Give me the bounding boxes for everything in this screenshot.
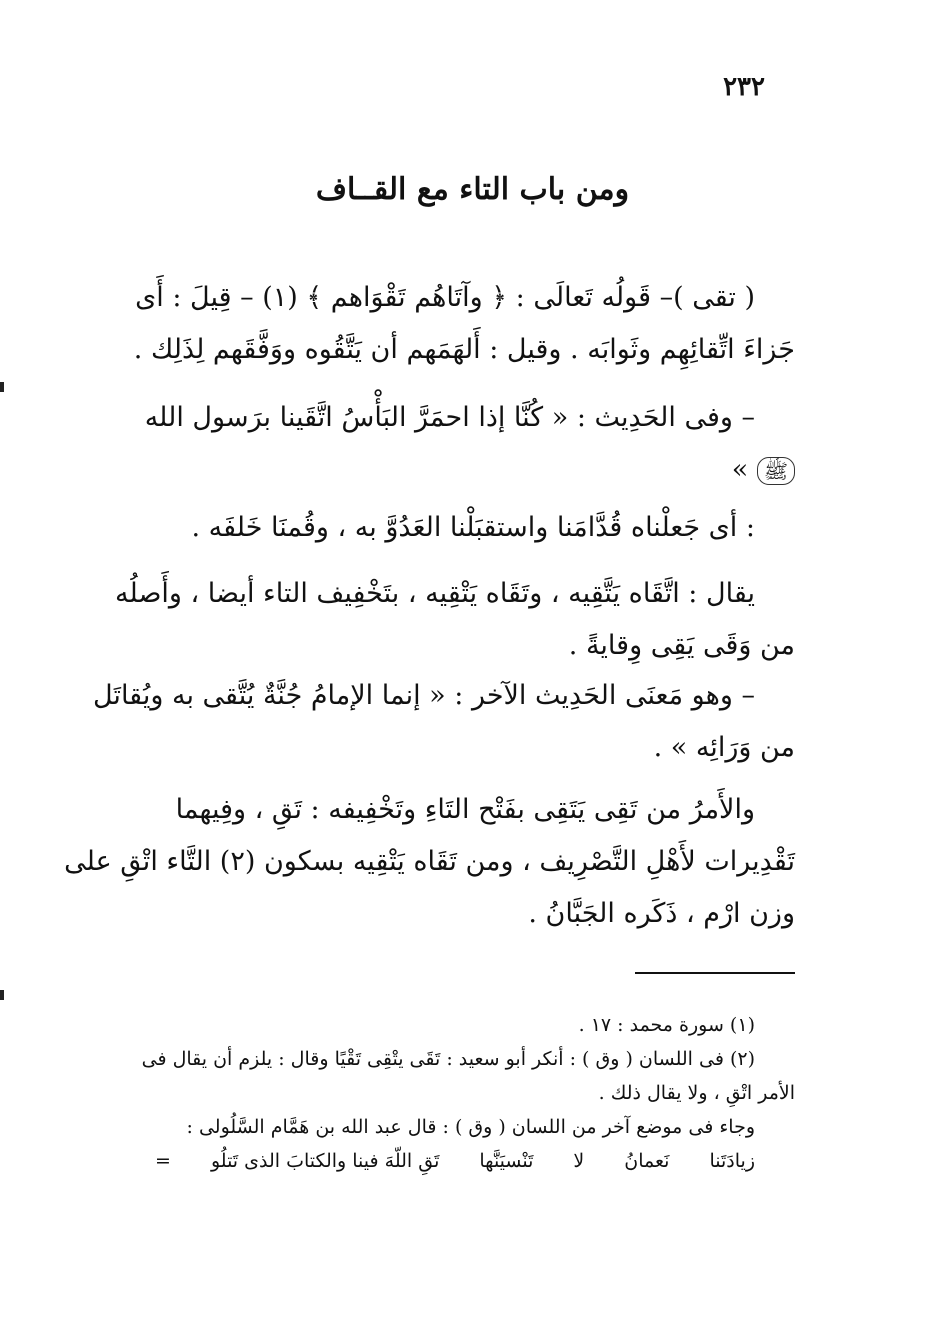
body-line: من وَقَى يَقِى وِقايةً . bbox=[568, 630, 795, 661]
paragraph-hadith-2 bbox=[92, 670, 795, 774]
body-line: جَزاءَ اتِّقائِهِم وثَوابَه . وقيل : أَلهَمَهم أن يَتَّقُوه ووَفَّقَهم لِذَلِك . bbox=[133, 334, 795, 365]
margin-mark bbox=[0, 382, 4, 392]
paragraph-explanation bbox=[130, 502, 795, 554]
body-line: تَقْدِيرات لأَهْلِ التَّصْرِيف ، ومن تَقَاه يَتْقِيه بسكون (٢) التَّاء اتْقِ على bbox=[64, 846, 795, 877]
quote-close: » bbox=[731, 454, 749, 485]
poetry-verse bbox=[155, 1144, 795, 1178]
paragraph-taqa bbox=[130, 272, 795, 376]
margin-mark bbox=[0, 990, 4, 1000]
body-line: وزن ارْم ، ذَكَره الجَبَّانُ . bbox=[528, 898, 795, 929]
verse-word: تَنْسيَنَّها bbox=[479, 1150, 534, 1172]
footnote-1: (١) سورة محمد : ١٧ . bbox=[578, 1014, 755, 1036]
body-line: : أى جَعلْناه قُدَّامَنا واستقبَلْنا العَدُوَّ به ، وقُمنَا خَلفَه . bbox=[191, 512, 755, 543]
footnote-2-citation: وجاء فى موضع آخر من اللسان ( وق ) : قال عبد الله بن هَمَّام السَّلُولى : bbox=[186, 1116, 755, 1138]
verse-word: لا bbox=[573, 1150, 585, 1172]
paragraph-imperative bbox=[64, 784, 795, 940]
footnotes bbox=[130, 1008, 795, 1178]
salla-ligature-icon: ﷺ bbox=[757, 457, 795, 485]
verse-hemistich: تَقِ اللّهَ فينا والكتابَ الذى تَتلُو bbox=[210, 1150, 440, 1172]
body-line bbox=[130, 444, 795, 496]
body-line: والأَمرُ من تَقِى يَتَقِى بفَتْح التَاءِ وتَخْفِيفه : تَقِ ، وفِيهما bbox=[175, 794, 755, 825]
body-line: – وفى الحَدِيث : « كُنَّا إذا احمَرَّ البَأْسُ اتَّقَينا برَسول الله bbox=[144, 402, 755, 433]
page-number: ٢٣٢ bbox=[723, 72, 765, 102]
verse-word: زيادَتَنا bbox=[709, 1150, 755, 1172]
footnote-divider bbox=[635, 972, 795, 974]
paragraph-usage bbox=[115, 568, 795, 672]
body-line: – وهو مَعنَى الحَدِيث الآخر : « إنما الإمامُ جُنَّةٌ يُتَّقى به ويُقاتَل bbox=[92, 680, 755, 711]
footnote-2-continued: الأمر اتْقِ ، ولا يقال ذلك . bbox=[598, 1082, 795, 1104]
body-line: من وَرَائِه » . bbox=[653, 732, 795, 763]
body-line: يقال : اتَّقَاه يَتَّقِيه ، وتَقَاه يَتْقِيه ، بتَخْفِيف التاء أيضا ، وأَصلُه bbox=[115, 578, 755, 609]
chapter-title: ومن باب التاء مع القــاف bbox=[315, 172, 630, 207]
paragraph-hadith-1 bbox=[130, 392, 795, 496]
verse-word: نَعمانُ bbox=[624, 1150, 670, 1172]
body-line: ( تقى )– قَولُه تَعالَى : ﴿ وآتَاهُم تَقْوَاهم ﴾ (١) – قِيلَ : أَى bbox=[135, 282, 755, 313]
continuation-mark: = bbox=[155, 1150, 171, 1172]
footnote-2: (٢) فى اللسان ( وق ) : أنكر أبو سعيد : تَقَى يتْقِى تَقْيًا وقال : يلزم أن يقال فى bbox=[141, 1048, 755, 1070]
